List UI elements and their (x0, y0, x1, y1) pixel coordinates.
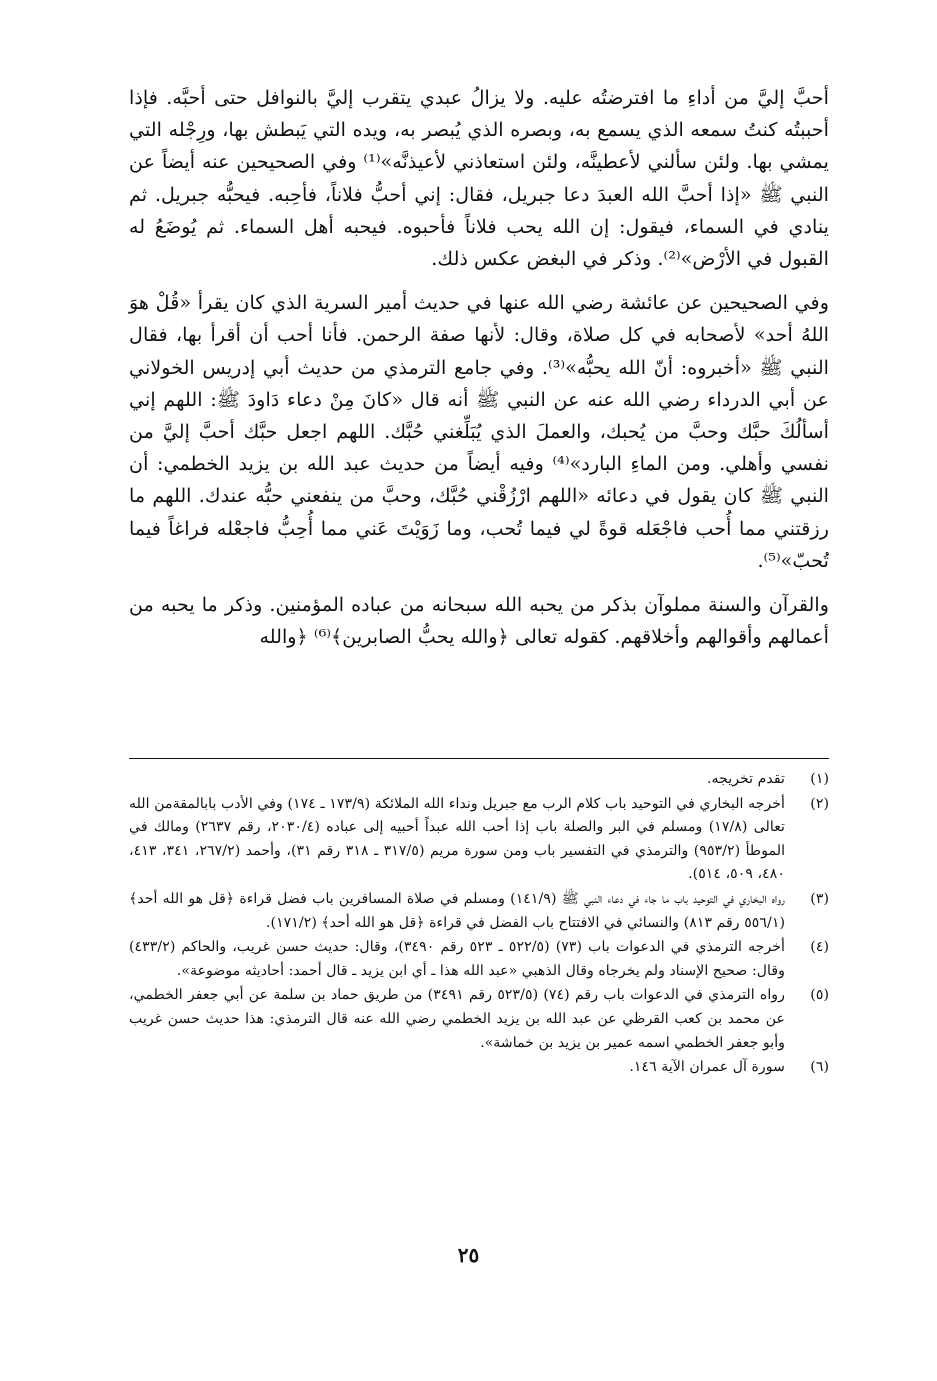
footnote-text: رواه الترمذي في الدعوات باب رقم (٧٤) (٥٢٣/٥ رقم ٣٤٩١) من طريق حماد بن سلمة عن أبي جعفر الخطمي، عن محمد بن كعب القرظي عن عبد الله بن يزيد الخطمي رضي الله عنه قال الترمذي: هذا حديث حسن غريب وأبو جعفر الخطمي اسمه عمير بن يزيد بن خماشة». (129, 987, 785, 1051)
footnote-text: أخرجه الترمذي في الدعوات باب (٧٣) (٥٢٢/٥ ـ ٥٢٣ رقم ٣٤٩٠)، وقال: حديث حسن غريب، والحاكم (٤٣٣/٢) وقال: صحيح الإسناد ولم يخرجاه وقال الذهبي «عبد الله هذا ـ أي ابن يزيد ـ قال أحمد: أحاديثه موضوعة». (129, 939, 785, 979)
footnote-number: (٥) (810, 987, 829, 1004)
footnotes (129, 768, 829, 1081)
main-text (129, 82, 829, 653)
footnote-1 (129, 768, 829, 792)
footnote-text: رواه البخاري في التوحيد باب ما جاء في دعاء النبي ﷺ (١٤١/٩) ومسلم في صلاة المسافرين باب فضل قراءة ﴿قل هو الله أحد﴾ (٥٥٦/١ رقم ٨١٣) والنسائي في الافتتاح باب الفضل في قراءة ﴿قل هو الله أحد﴾ (١٧١/٢). (129, 890, 785, 931)
footnote-number: (٣) (810, 890, 829, 907)
footnote-number: (٤) (810, 939, 829, 956)
footnote-5 (129, 984, 829, 1055)
footnote-number: (١) (810, 771, 829, 787)
footnote-3 (129, 888, 829, 935)
paragraph-3: والقرآن والسنة مملوآن بذكر من يحبه الله سبحانه من عباده المؤمنين. وذكر ما يحبه من أعمالهم وأقوالهم وأخلاقهم. كقوله تعالى ﴿والله يحبُّ الصابرين﴾⁽⁶⁾ ﴿والله (129, 593, 829, 649)
footnote-4 (129, 936, 829, 983)
page-number: ٢٥ (457, 1243, 480, 1267)
footnote-text: أخرجه البخاري في التوحيد باب كلام الرب مع جبريل ونداء الله الملائكة (١٧٣/٩ ـ ١٧٤) وفي الأدب بابالمقةمن الله تعالى (١٧/٨) ومسلم في البر والصلة باب إذا أحب الله عبداً أحبيه إلى عباده (٢٠٣٠/٤، رقم ٢٦٣٧) ومالك في الموطأ (٩٥٣/٢) والترمذي في التفسير باب ومن سورة مريم (٣١٧/٥ ـ ٣١٨ رقم ٣١)، وأحمد (٢٦٧/٢، ٣٤١، ٤١٣، ٤٨٠، ٥٠٩، ٥١٤). (129, 795, 786, 883)
footnote-text: تقدم تخريجه. (706, 771, 785, 787)
paragraph-2: وفي الصحيحين عن عائشة رضي الله عنها في حديث أمير السرية الذي كان يقرأ «قُلْ هوَ اللهُ أحد» لأصحابه في كل صلاة، وقال: لأنها صفة الرحمن. فأنا أحب أن أقرأ بها، فقال النبي ﷺ «أخبروه: أنّ الله يحبُّه»⁽³⁾. وفي جامع الترمذي من حديث أبي إدريس الخولاني عن أبي الدرداء رضي الله عنه عن النبي ﷺ أنه قال «كانَ مِنْ دعاء دَاودَ ﷺ: اللهم إني أسألُكَ حبَّك وحبَّ من يُحبك، والعملَ الذي يُبَلِّغني حُبَّك. اللهم اجعل حبَّك أحبَّ إليَّ من نفسي وأهلي. ومن الماءِ البارد»⁽⁴⁾ وفيه أيضاً من حديث عبد الله بن يزيد الخطمي: أن النبي ﷺ كان يقول في دعائه «اللهم ارْزُقْني حُبَّك، وحبَّ من ينفعني حبُّه عندك. اللهم ما رزقتني مما أُحب فاجْعَله قوةً لي فيما تُحب، وما زَوَيْتَ عَني مما أُحِبُّ فاجعْله فراغاً فيما تُحبّ»⁽⁵⁾. (129, 291, 830, 572)
footnote-number: (٢) (810, 795, 829, 812)
footnote-divider (129, 758, 829, 759)
footnote-2 (129, 793, 829, 887)
footnote-6 (129, 1056, 829, 1080)
paragraph-1: أحبَّ إليَّ من أداءِ ما افترضتُه عليه. ولا يزالُ عبدي يتقرب إليَّ بالنوافل حتى أحبَّه. فإذا أحببتُه كنتُ سمعه الذي يسمع به، وبصره الذي يُبصر به، ويده التي يَبطش بها، ورِجْله التي يمشي بها. ولئن سألني لأعطينَّه، ولئن استعاذني لأعيذنَّه»⁽¹⁾ وفي الصحيحين عنه أيضاً عن النبي ﷺ «إذا أحبَّ الله العبدَ دعا جبريل، فقال: إني أحبُّ فلاناً، فأحِبه. فيحبُّه جبريل. ثم ينادي في السماء، فيقول: إن الله يحب فلاناً فأحبوه. فيحبه أهل السماء. ثم يُوضَعُ له القبول في الأرْض»⁽²⁾. وذكر في البغض عكس ذلك. (129, 86, 829, 271)
footnote-number: (٦) (810, 1059, 829, 1076)
footnote-text: سورة آل عمران الآية ١٤٦. (629, 1059, 785, 1076)
